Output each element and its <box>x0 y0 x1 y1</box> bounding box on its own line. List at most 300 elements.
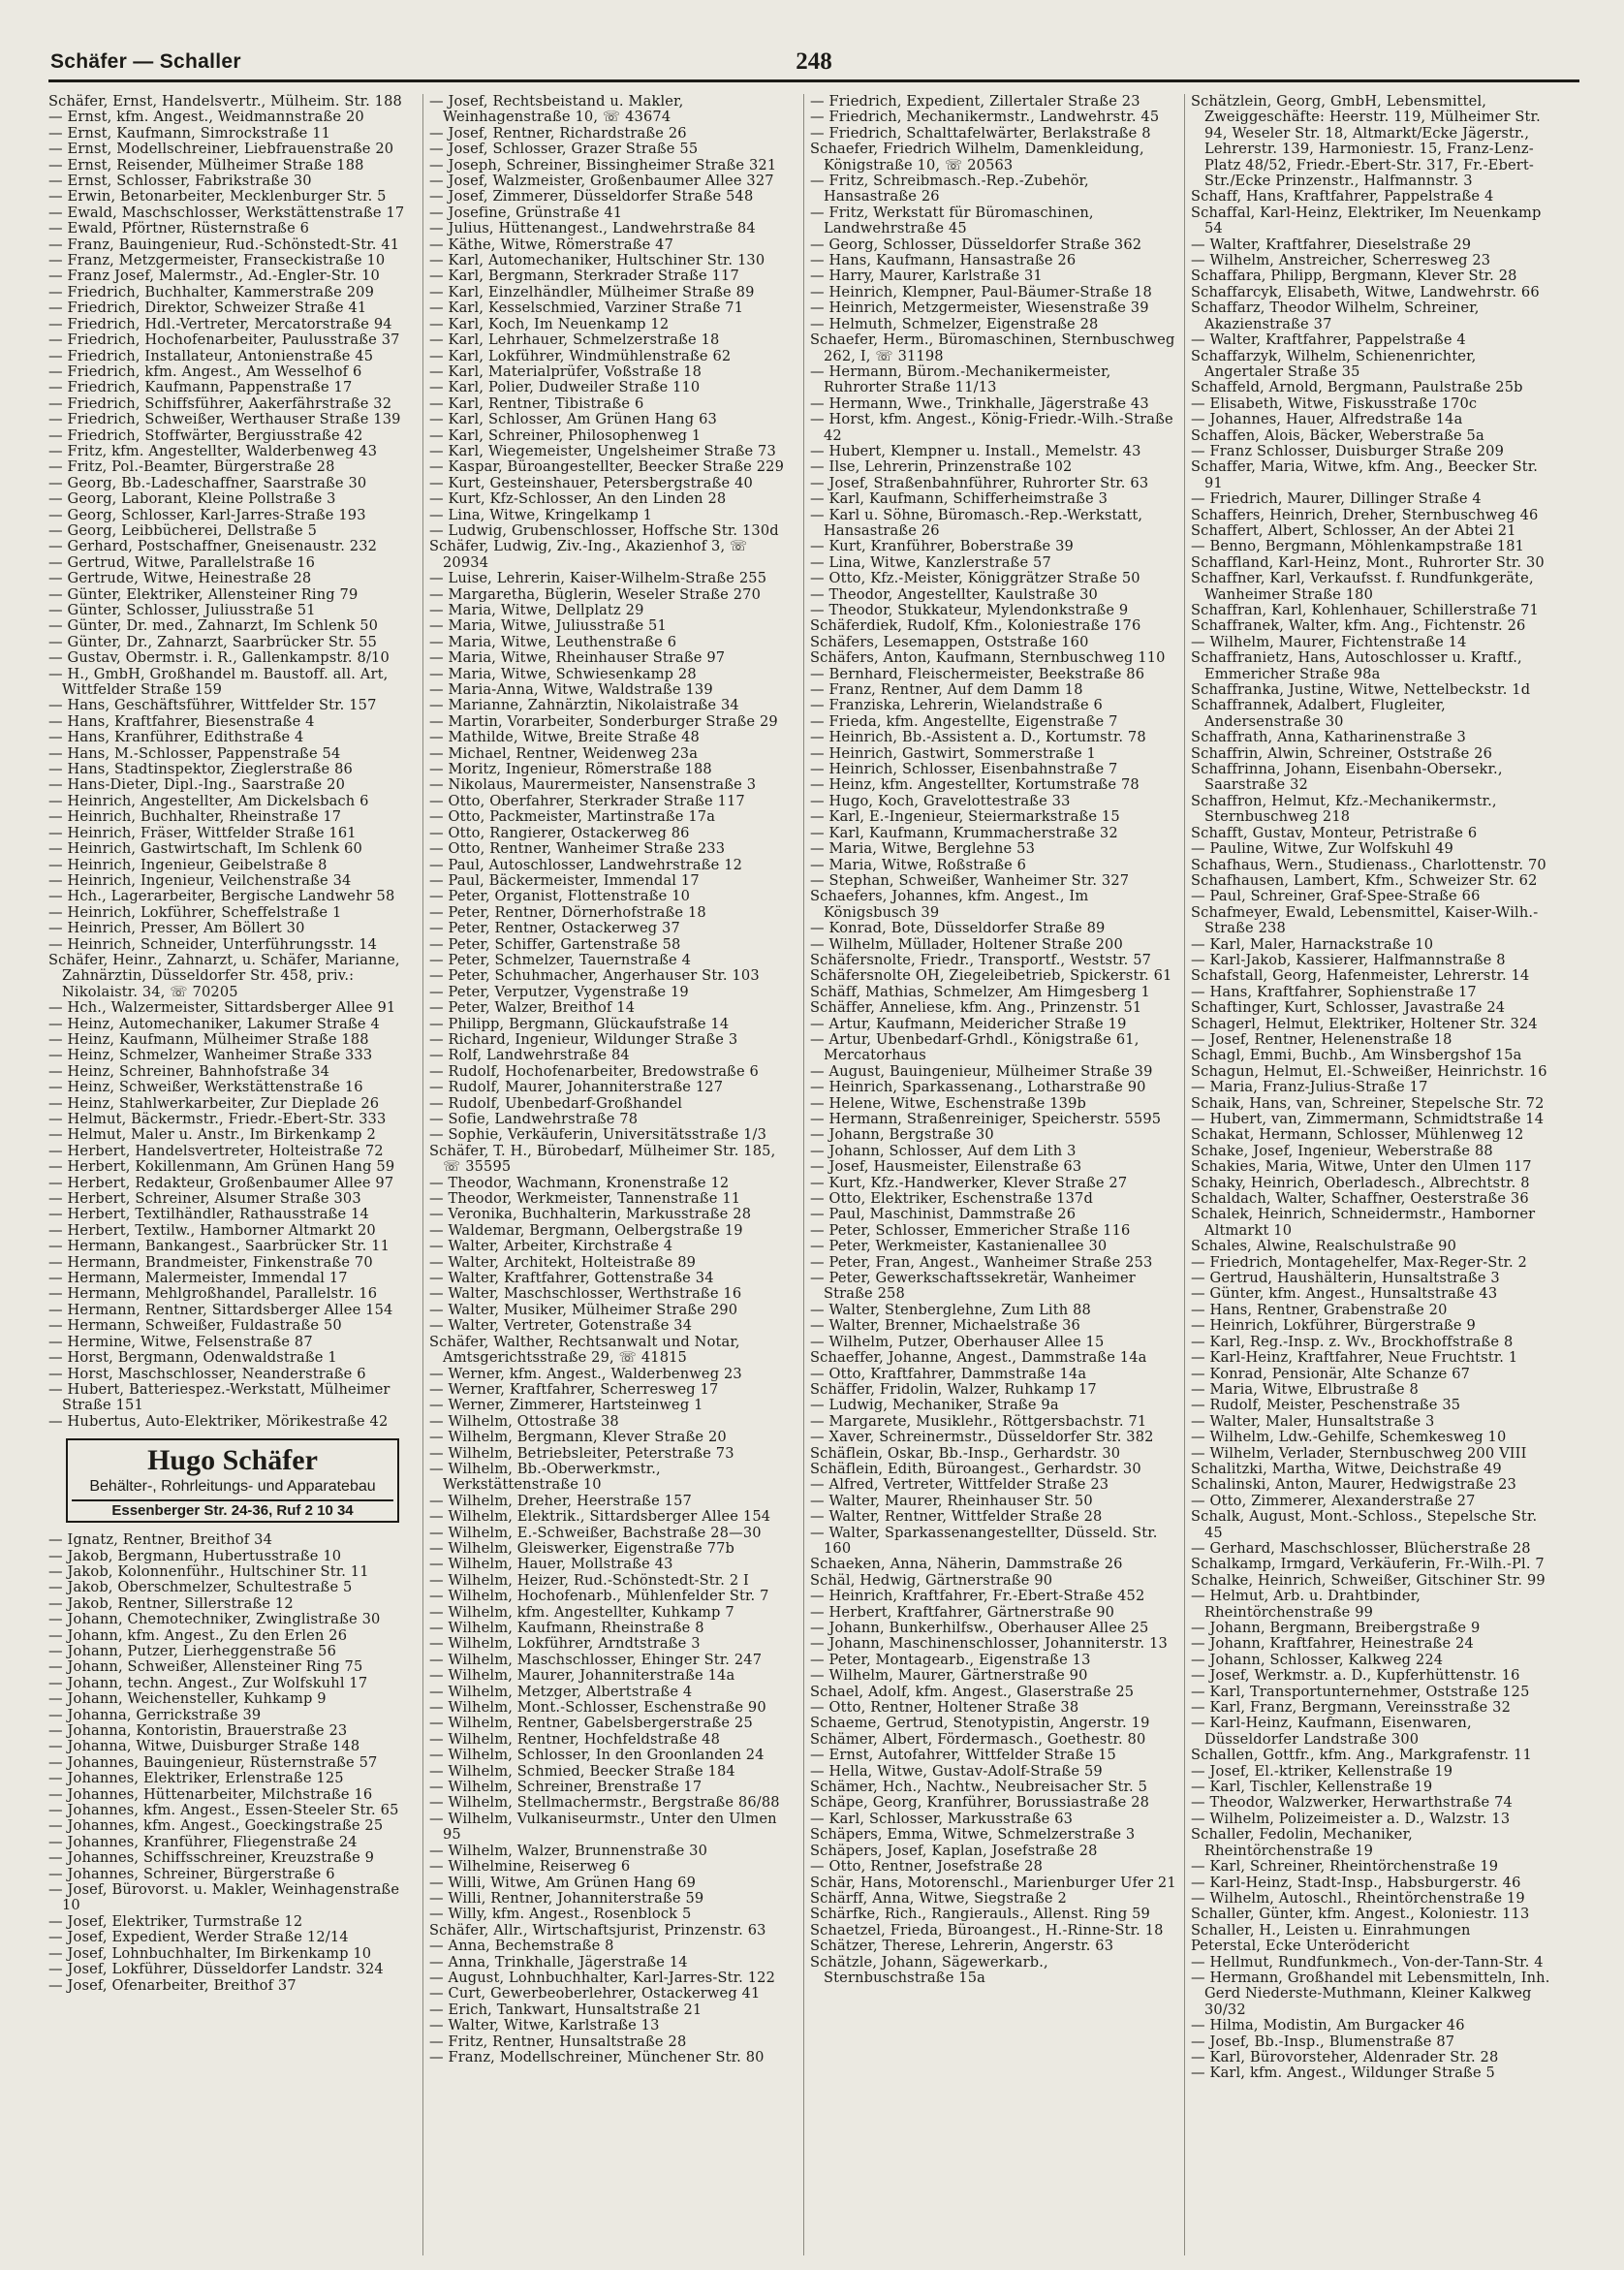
directory-entry: Schafhausen, Lambert, Kfm., Schweizer Str. 62 <box>1191 871 1538 889</box>
directory-entry: — Hans, M.-Schlosser, Pappenstraße 54 <box>48 744 341 762</box>
directory-entry: — Günter, Elektriker, Allensteiner Ring 79 <box>48 585 359 603</box>
directory-entry: Schär, Hans, Motorenschl., Marienburger Ufer 21 <box>810 1874 1176 1891</box>
directory-entry: — Karl-Heinz, Kraftfahrer, Neue Fruchtstr. 1 <box>1191 1349 1518 1367</box>
directory-entry: — Richard, Ingenieur, Wildunger Straße 3 <box>429 1030 738 1048</box>
directory-entry: — Wilhelm, Gleiswerker, Eigenstraße 77b <box>429 1539 734 1557</box>
directory-entry: — Theodor, Stukkateur, Mylendonkstraße 9 <box>810 602 1129 618</box>
directory-entry: — Hans, Geschäftsführer, Wittfelder Str. 157 <box>48 697 377 714</box>
directory-entry: — Johann, Schweißer, Allensteiner Ring 75 <box>48 1658 363 1676</box>
directory-entry: — Theodor, Wachmann, Kronenstraße 12 <box>429 1174 730 1191</box>
directory-entry: — Josef, Expedient, Werder Straße 12/14 <box>48 1929 349 1946</box>
directory-entry: — Horst, Bergmann, Odenwaldstraße 1 <box>48 1349 337 1367</box>
directory-entry: — Kurt, Kfz-Schlosser, An den Linden 28 <box>429 490 727 508</box>
directory-entry: — Wilhelm, Rentner, Gabelsbergerstraße 25 <box>429 1715 753 1732</box>
directory-entry: — Otto, Zimmerer, Alexanderstraße 27 <box>1191 1492 1476 1509</box>
directory-entry: — Johannes, kfm. Angest., Essen-Steeler Str. 65 <box>48 1802 399 1819</box>
directory-entry: — Ernst, Autofahrer, Wittfelder Straße 15 <box>810 1747 1116 1764</box>
directory-entry: — Hermann, Bankangest., Saarbrücker Str. 11 <box>48 1238 390 1255</box>
directory-entry: — Hans-Dieter, Dipl.-Ing., Saarstraße 20 <box>48 776 346 794</box>
directory-entry: — Heinrich, Presser, Am Böllert 30 <box>48 920 305 937</box>
directory-entry: — Karl-Heinz, Stadt-Insp., Habsburgerstr. 46 <box>1191 1874 1521 1891</box>
directory-entry: — Maria, Witwe, Rheinhauser Straße 97 <box>429 649 726 667</box>
directory-entry: — Herbert, Redakteur, Großenbaumer Allee 97 <box>48 1174 394 1191</box>
directory-entry: — Hermann, Malermeister, Immendal 17 <box>48 1270 348 1287</box>
directory-entry: — Helene, Witwe, Eschenstraße 139b <box>810 1094 1086 1112</box>
directory-entry: — Anna, Bechemstraße 8 <box>429 1938 614 1955</box>
directory-entry: — Moritz, Ingenieur, Römerstraße 188 <box>429 761 712 778</box>
directory-entry: — Wilhelm, Autoschl., Rheintörchenstraße 19 <box>1191 1889 1525 1907</box>
directory-entry: — August, Bauingenieur, Mülheimer Straße 39 <box>810 1062 1153 1080</box>
directory-entry: Schärfke, Rich., Rangierauls., Allenst. Ring 59 <box>810 1906 1150 1923</box>
directory-entry: — Friedrich, Expedient, Zillertaler Straße 23 <box>810 94 1140 110</box>
directory-entry: — Wilhelm, Putzer, Oberhauser Allee 15 <box>810 1333 1105 1350</box>
directory-entry: — Ernst, kfm. Angest., Weidmannstraße 20 <box>48 109 364 126</box>
directory-entry: — Heinrich, Klempner, Paul-Bäumer-Straße 18 <box>810 283 1152 300</box>
directory-entry: Schalitzki, Martha, Witwe, Deichstraße 49 <box>1191 1460 1502 1477</box>
directory-entry: Schagun, Helmut, El.-Schweißer, Heinrichstr. 16 <box>1191 1062 1547 1080</box>
directory-entry: — Walter, Maurer, Rheinhauser Str. 50 <box>810 1492 1093 1509</box>
directory-entry: — Herbert, Handelsvertreter, Holteistraße 72 <box>48 1142 384 1159</box>
directory-entry: — Karl, E.-Ingenieur, Steiermarkstraße 15 <box>810 808 1120 826</box>
directory-entry: Schaffen, Alois, Bäcker, Weberstraße 5a <box>1191 426 1484 444</box>
directory-entry: — Karl, Kaufmann, Schifferheimstraße 3 <box>810 490 1109 508</box>
directory-entry: Schäfer, Ludwig, Ziv.-Ing., Akazienhof 3, ☏ 20934 <box>429 538 748 571</box>
directory-entry: — Maria, Witwe, Leuthenstraße 6 <box>429 633 677 650</box>
directory-entry: — Otto, Kfz.-Meister, Königgrätzer Straße 50 <box>810 570 1140 587</box>
directory-entry: — Karl, Einzelhändler, Mülheimer Straße 89 <box>429 283 755 300</box>
directory-entry: — Wilhelm, Kaufmann, Rheinstraße 8 <box>429 1620 704 1636</box>
directory-entry: — Johannes, Bauingenieur, Rüsternstraße 57 <box>48 1753 378 1771</box>
directory-entry: — Heinrich, Gastwirt, Sommerstraße 1 <box>810 744 1096 762</box>
directory-entry: — Wilhelm, Hochofenarb., Mühlenfelder Str. 7 <box>429 1588 769 1605</box>
directory-entry: Schäfersnolte OH, Ziegeleibetrieb, Spickerstr. 61 <box>810 967 1172 985</box>
directory-entry: — Maria-Anna, Witwe, Waldstraße 139 <box>429 681 713 699</box>
directory-entry: — Friedrich, Hochofenarbeiter, Paulusstraße 37 <box>48 331 400 349</box>
directory-entry: — Karl, Kesselschmied, Varziner Straße 71 <box>429 300 744 317</box>
directory-entry: — Johanna, Witwe, Duisburger Straße 148 <box>48 1738 360 1755</box>
directory-entry: — Johannes, Hüttenarbeiter, Milchstraße 16 <box>48 1785 373 1803</box>
directory-entry: — Walter, Stenberglehne, Zum Lith 88 <box>810 1301 1091 1318</box>
directory-entry: — Ernst, Schlosser, Fabrikstraße 30 <box>48 173 312 190</box>
directory-entry: — Walter, Rentner, Wittfelder Straße 28 <box>810 1508 1103 1526</box>
directory-entry: — Paul, Autoschlosser, Landwehrstraße 12 <box>429 856 743 873</box>
directory-entry: Schaffrannek, Adalbert, Flugleiter, Andersenstraße 30 <box>1191 697 1446 730</box>
directory-entry: — Ewald, Pförtner, Rüsternstraße 6 <box>48 220 310 237</box>
directory-entry: — Otto, Elektriker, Eschenstraße 137d <box>810 1190 1093 1208</box>
directory-entry: — Hans, Stadtinspektor, Zieglerstraße 86 <box>48 761 353 778</box>
directory-entry: — Karl, Transportunternehmer, Oststraße 125 <box>1191 1683 1530 1700</box>
directory-entry: — Johann, Bergstraße 30 <box>810 1126 994 1144</box>
directory-entry: — Ilse, Lehrerin, Prinzenstraße 102 <box>810 458 1073 476</box>
directory-entry: Schalkamp, Irmgard, Verkäuferin, Fr.-Wilh.-Pl. 7 <box>1191 1556 1545 1573</box>
directory-entry: — Hermann, Brandmeister, Finkenstraße 70 <box>48 1253 373 1271</box>
directory-entry: — Heinrich, Gastwirtschaft, Im Schlenk 60 <box>48 840 362 858</box>
directory-entry: — Josef, Lohnbuchhalter, Im Birkenkamp 10 <box>48 1944 372 1962</box>
directory-entry: — Walter, Witwe, Karlstraße 13 <box>429 2017 660 2034</box>
directory-entry: — Walter, Brenner, Michaelstraße 36 <box>810 1317 1080 1335</box>
directory-entry: — Friedrich, Buchhalter, Kammerstraße 209 <box>48 283 375 300</box>
directory-entry: — Karl, Schlosser, Markusstraße 63 <box>810 1810 1074 1827</box>
directory-entry: — Heinz, Schweißer, Werkstättenstraße 16 <box>48 1079 363 1096</box>
directory-entry: — Hermann, Schweißer, Fuldastraße 50 <box>48 1317 342 1335</box>
directory-entry: — Wilhelm, Polizeimeister a. D., Walzstr. 13 <box>1191 1810 1511 1827</box>
directory-entry: — Wilhelm, Vulkaniseurmstr., Unter den Ulmen 95 <box>429 1810 777 1844</box>
directory-entry: — Karl, Schreiner, Rheintörchenstraße 19 <box>1191 1858 1499 1876</box>
directory-entry: — Otto, Kraftfahrer, Dammstraße 14a <box>810 1365 1087 1382</box>
directory-entry: Schales, Alwine, Realschulstraße 90 <box>1191 1238 1457 1255</box>
directory-entry: — Bernhard, Fleischermeister, Beekstraße 86 <box>810 665 1145 682</box>
directory-entry: — Sofie, Landwehrstraße 78 <box>429 1111 639 1127</box>
directory-entry: — Heinrich, Bb.-Assistent a. D., Kortumstr. 78 <box>810 729 1146 746</box>
directory-entry: — Gertrude, Witwe, Heinestraße 28 <box>48 570 312 587</box>
directory-entry: — Hubert, Batteriespez.-Werkstatt, Mülheimer Straße 151 <box>48 1380 390 1414</box>
directory-entry: — Kurt, Kfz.-Handwerker, Klever Straße 27 <box>810 1174 1128 1191</box>
directory-entry: — Franz, Metzgermeister, Franseckistraße 10 <box>48 252 386 269</box>
directory-entry: Schaffers, Heinrich, Dreher, Sternbuschweg 46 <box>1191 506 1539 523</box>
directory-entry: — Johann, Schlosser, Auf dem Lith 3 <box>810 1142 1077 1159</box>
directory-entry: — Heinrich, Lokführer, Bürgerstraße 9 <box>1191 1317 1476 1335</box>
directory-entry: — Rudolf, Meister, Peschenstraße 35 <box>1191 1397 1461 1414</box>
directory-entry: — Martin, Vorarbeiter, Sonderburger Straße 29 <box>429 712 778 730</box>
directory-entry: — Erich, Tankwart, Hunsaltstraße 21 <box>429 2001 703 2018</box>
directory-entry: Schaller, H., Leisten u. Einrahmungen <box>1191 1921 1471 1939</box>
directory-entry: — Julius, Hüttenangest., Landwehrstraße 84 <box>429 220 756 237</box>
directory-entry: — Hermann, Mehlgroßhandel, Parallelstr. 16 <box>48 1285 378 1303</box>
directory-entry: — Walter, Vertreter, Gotenstraße 34 <box>429 1317 693 1335</box>
directory-entry: — Heinrich, Schlosser, Eisenbahnstraße 7 <box>810 761 1118 778</box>
directory-entry: Schaffal, Karl-Heinz, Elektriker, Im Neuenkamp 54 <box>1191 204 1542 237</box>
directory-entry: Schäflein, Oskar, Bb.-Insp., Gerhardstr. 30 <box>810 1444 1121 1462</box>
directory-entry: — Johannes, Schiffsschreiner, Kreuzstraße 9 <box>48 1849 375 1867</box>
directory-entry: — Hans, Kraftfahrer, Biesenstraße 4 <box>48 712 315 730</box>
directory-entry: — Anna, Trinkhalle, Jägerstraße 14 <box>429 1953 688 1970</box>
directory-entry: — Ernst, Modellschreiner, Liebfrauenstraße 20 <box>48 141 394 158</box>
directory-entry: Schaefer, Friedrich Wilhelm, Damenkleidung, Königstraße 10, ☏ 20563 <box>810 141 1144 173</box>
directory-entry: — Rudolf, Ubenbedarf-Großhandel <box>429 1094 683 1112</box>
directory-entry: — Philipp, Bergmann, Glückaufstraße 14 <box>429 1015 730 1032</box>
directory-entry: — Wilhelm, Maschschlosser, Ehinger Str. 247 <box>429 1651 763 1668</box>
directory-entry: — Jakob, Kolonnenführ., Hultschiner Str. 11 <box>48 1562 369 1580</box>
directory-entry: — Wilhelm, Maurer, Gärtnerstraße 90 <box>810 1667 1088 1685</box>
directory-entry: — Friedrich, Installateur, Antonienstraße 45 <box>48 347 374 364</box>
directory-entry: — Georg, Schlosser, Düsseldorfer Straße 362 <box>810 236 1142 253</box>
directory-entry: Schämer, Albert, Fördermasch., Goethestr. 80 <box>810 1730 1146 1748</box>
directory-entry: — Johann, techn. Angest., Zur Wolfskuhl 17 <box>48 1674 368 1691</box>
directory-entry: — Günter, kfm. Angest., Hunsaltstraße 43 <box>1191 1285 1498 1303</box>
directory-entry: Schäfersnolte, Friedr., Transportf., Weststr. 57 <box>810 951 1152 968</box>
directory-entry: — Heinrich, Ingenieur, Geibelstraße 8 <box>48 856 328 873</box>
directory-entry: — Ludwig, Mechaniker, Straße 9a <box>810 1397 1059 1414</box>
directory-entry: — Wilhelm, Müllader, Holtener Straße 200 <box>810 935 1123 953</box>
column-rule <box>803 94 804 2255</box>
directory-entry: — Karl, Maler, Harnackstraße 10 <box>1191 935 1434 953</box>
directory-entry: — Gerhard, Maschschlosser, Blücherstraße 28 <box>1191 1539 1531 1557</box>
directory-entry: Schael, Adolf, kfm. Angest., Glaserstraße 25 <box>810 1683 1135 1700</box>
directory-entry: — Heinrich, Lokführer, Scheffelstraße 1 <box>48 903 342 921</box>
directory-entry: — Nikolaus, Maurermeister, Nansenstraße 3 <box>429 776 757 794</box>
directory-entry: — Hubert, Klempner u. Install., Memelstr. 43 <box>810 442 1141 459</box>
directory-entry: — Hermann, Bürom.-Mechanikermeister, Ruhrorter Straße 11/13 <box>810 363 1111 396</box>
directory-entry: — Maria, Witwe, Juliusstraße 51 <box>429 617 667 635</box>
directory-entry: — Veronika, Buchhalterin, Markusstraße 28 <box>429 1206 752 1223</box>
directory-entry: — Fritz, Schreibmasch.-Rep.-Zubehör, Hansastraße 26 <box>810 173 1089 205</box>
directory-entry: — Josef, Ofenarbeiter, Breithof 37 <box>48 1976 297 1994</box>
directory-entry: — Peter, Schlosser, Emmericher Straße 116 <box>810 1221 1131 1239</box>
directory-entry: — Johannes, Schreiner, Bürgerstraße 6 <box>48 1865 335 1882</box>
directory-entry: Schaff, Hans, Kraftfahrer, Pappelstraße 4 <box>1191 188 1494 205</box>
directory-entry: — Josef, Walzmeister, Großenbaumer Allee 327 <box>429 173 774 190</box>
directory-entry: — Heinrich, Fräser, Wittfelder Straße 161 <box>48 824 357 841</box>
directory-entry: — Franz, Rentner, Auf dem Damm 18 <box>810 681 1083 699</box>
directory-entry: — Hella, Witwe, Gustav-Adolf-Straße 59 <box>810 1762 1103 1780</box>
directory-entry: — Johann, Putzer, Lierheggenstraße 56 <box>48 1642 337 1659</box>
directory-entry: Schafft, Gustav, Monteur, Petristraße 6 <box>1191 824 1478 841</box>
directory-entry: Schagerl, Helmut, Elektriker, Holtener Str. 324 <box>1191 1015 1538 1032</box>
directory-entry: — Joseph, Schreiner, Bissingheimer Straße 321 <box>429 156 777 173</box>
directory-entry: — Ernst, Kaufmann, Simrockstraße 11 <box>48 124 331 142</box>
directory-entry: — Hermann, Wwe., Trinkhalle, Jägerstraße 43 <box>810 394 1149 412</box>
directory-entry: — Karl u. Söhne, Büromasch.-Rep.-Werkstatt, Hansastraße 26 <box>810 506 1143 539</box>
directory-entry: — Josef, Bb.-Insp., Blumenstraße 87 <box>1191 2033 1455 2050</box>
directory-entry: — Wilhelm, Schlosser, In den Groonlanden 24 <box>429 1747 765 1764</box>
directory-entry: Schaffara, Philipp, Bergmann, Klever Str. 28 <box>1191 268 1517 285</box>
directory-entry: — Waldemar, Bergmann, Oelbergstraße 19 <box>429 1221 743 1239</box>
directory-entry: Schalinski, Anton, Maurer, Hedwigstraße 23 <box>1191 1476 1516 1494</box>
directory-entry: — Franz Josef, Malermstr., Ad.-Engler-Str. 10 <box>48 268 380 285</box>
ad-description: Behälter-, Rohrleitungs- und Apparatebau <box>89 1478 376 1496</box>
directory-entry: — Günter, Schlosser, Juliusstraße 51 <box>48 602 316 618</box>
directory-entry: — Käthe, Witwe, Römerstraße 47 <box>429 236 674 253</box>
directory-entry: — Maria, Witwe, Elbrustraße 8 <box>1191 1380 1419 1398</box>
directory-entry: — Curt, Gewerbeoberlehrer, Ostackerweg 41 <box>429 1985 761 2002</box>
directory-entry: — Friedrich, Maurer, Dillinger Straße 4 <box>1191 490 1482 508</box>
directory-entry: — Peter, Schmelzer, Tauernstraße 4 <box>429 951 692 968</box>
directory-entry: — Hans, Kranführer, Edithstraße 4 <box>48 729 304 746</box>
directory-entry: — Karl-Heinz, Kaufmann, Eisenwaren, Düsseldorfer Landstraße 300 <box>1191 1715 1472 1748</box>
directory-entry: — Jakob, Oberschmelzer, Schultestraße 5 <box>48 1579 353 1596</box>
directory-entry: — Johanna, Kontoristin, Brauerstraße 23 <box>48 1722 348 1739</box>
directory-entry: — Karl, Koch, Im Neuenkamp 12 <box>429 315 670 332</box>
directory-entry: Schafmeyer, Ewald, Lebensmittel, Kaiser-Wilh.-Straße 238 <box>1191 903 1539 937</box>
directory-entry: — Franz, Modellschreiner, Münchener Str. 80 <box>429 2048 765 2065</box>
directory-entry: — Friedrich, kfm. Angest., Am Wesselhof 6 <box>48 363 362 380</box>
directory-entry: — Hubert, van, Zimmermann, Schmidtstraße 14 <box>1191 1111 1545 1127</box>
directory-entry: — Alfred, Vertreter, Wittfelder Straße 23 <box>810 1476 1109 1494</box>
directory-entry: — Herbert, Textilhändler, Rathausstraße 14 <box>48 1206 369 1223</box>
directory-entry: — Otto, Rangierer, Ostackerweg 86 <box>429 824 690 841</box>
directory-entry: — Ernst, Reisender, Mülheimer Straße 188 <box>48 156 364 173</box>
directory-entry: — Herbert, Kraftfahrer, Gärtnerstraße 90 <box>810 1603 1115 1621</box>
directory-entry: Schaffrinna, Johann, Eisenbahn-Obersekr., Saarstraße 32 <box>1191 761 1503 794</box>
directory-entry: — Friedrich, Schweißer, Werthauser Straße 139 <box>48 411 401 428</box>
directory-entry: — Hermann, Straßenreiniger, Speicherstr. 5595 <box>810 1111 1162 1127</box>
directory-entry: — Hellmut, Rundfunkmech., Von-der-Tann-Str. 4 <box>1191 1953 1544 1970</box>
directory-entry: Schaeken, Anna, Näherin, Dammstraße 26 <box>810 1556 1123 1573</box>
directory-entry: — Herbert, Schreiner, Alsumer Straße 303 <box>48 1190 361 1208</box>
directory-entry: — Josef, Schlosser, Grazer Straße 55 <box>429 141 699 158</box>
directory-entry: — Friedrich, Schalttafelwärter, Berlakstraße 8 <box>810 124 1151 142</box>
directory-entry: — Franz, Bauingenieur, Rud.-Schönstedt-Str. 41 <box>48 236 400 253</box>
directory-entry: — Willi, Witwe, Am Grünen Hang 69 <box>429 1874 697 1891</box>
column-1 <box>48 94 417 2255</box>
column-rule <box>422 94 423 2255</box>
directory-entry: Schallen, Gottfr., kfm. Ang., Markgrafenstr. 11 <box>1191 1747 1532 1764</box>
directory-entry: — Helmuth, Schmelzer, Eigenstraße 28 <box>810 315 1099 332</box>
directory-entry: — Karl, Schreiner, Philosophenweg 1 <box>429 426 702 444</box>
directory-entry: — Peter, Fran, Angest., Wanheimer Straße 253 <box>810 1253 1153 1271</box>
directory-entry: — Hans, Kraftfahrer, Sophienstraße 17 <box>1191 983 1477 1000</box>
directory-entry: Schäfer, Walther, Rechtsanwalt und Notar, Amtsgerichtsstraße 29, ☏ 41815 <box>429 1333 740 1367</box>
directory-entry: — Heinrich, Sparkassenang., Lotharstraße 90 <box>810 1079 1146 1096</box>
directory-entry: — Walter, Arbeiter, Kirchstraße 4 <box>429 1238 673 1255</box>
directory-entry: — Wilhelm, kfm. Angestellter, Kuhkamp 7 <box>429 1603 734 1621</box>
directory-entry: — Luise, Lehrerin, Kaiser-Wilhelm-Straße 255 <box>429 570 767 587</box>
directory-entry: — Rolf, Landwehrstraße 84 <box>429 1047 630 1064</box>
directory-entry: Schäpe, Georg, Kranführer, Borussiastraße 28 <box>810 1794 1150 1812</box>
directory-entry: — Karl, Lokführer, Windmühlenstraße 62 <box>429 347 732 364</box>
directory-entry: — Josef, El.-ktriker, Kellenstraße 19 <box>1191 1762 1453 1780</box>
directory-entry: — Walter, Kraftfahrer, Gottenstraße 34 <box>429 1270 714 1287</box>
directory-entry: — Johann, Bunkerhilfsw., Oberhauser Allee 25 <box>810 1620 1149 1636</box>
directory-entry: — Friedrich, Montagehelfer, Max-Reger-Str. 2 <box>1191 1253 1527 1271</box>
directory-entry: — Karl, Reg.-Insp. z. Wv., Brockhoffstraße 8 <box>1191 1333 1514 1350</box>
directory-entry: — Peter, Verputzer, Vygenstraße 19 <box>429 983 689 1000</box>
directory-entry: — Wilhelm, Bergmann, Klever Straße 20 <box>429 1429 727 1446</box>
directory-entry: Schaik, Hans, van, Schreiner, Stepelsche Str. 72 <box>1191 1094 1545 1112</box>
directory-entry: — Friedrich, Stoffwärter, Bergiusstraße 42 <box>48 426 363 444</box>
directory-entry: Schämer, Hch., Nachtw., Neubreisacher Str. 5 <box>810 1779 1148 1796</box>
directory-entry: — Jakob, Rentner, Sillerstraße 12 <box>48 1594 294 1612</box>
directory-entry: — Karl, Rentner, Tibistraße 6 <box>429 394 644 412</box>
directory-entry: Schalke, Heinrich, Schweißer, Gitschiner Str. 99 <box>1191 1571 1546 1589</box>
directory-entry: — Fritz, Werkstatt für Büromaschinen, Landwehrstraße 45 <box>810 204 1094 237</box>
directory-entry: — Josef, Rechtsbeistand u. Makler, Weinhagenstraße 10, ☏ 43674 <box>429 94 684 126</box>
directory-entry: — Josef, Elektriker, Turmstraße 12 <box>48 1912 303 1930</box>
directory-entry: — Johann, kfm. Angest., Zu den Erlen 26 <box>48 1626 348 1644</box>
directory-entry: — Gustav, Obermstr. i. R., Gallenkampstr. 8/10 <box>48 649 390 667</box>
directory-entry: — Helmut, Maler u. Anstr., Im Birkenkamp 2 <box>48 1126 376 1144</box>
directory-entry: — Friedrich, Kaufmann, Pappenstraße 17 <box>48 379 353 396</box>
directory-entry: — Karl, Polier, Dudweiler Straße 110 <box>429 379 701 396</box>
directory-entry: Schaffranka, Justine, Witwe, Nettelbeckstr. 1d <box>1191 681 1531 699</box>
directory-entry: — Peter, Schiffer, Gartenstraße 58 <box>429 935 681 953</box>
directory-entry: — Frieda, kfm. Angestellte, Eigenstraße 7 <box>810 712 1118 730</box>
directory-entry: Schäfer, Heinr., Zahnarzt, u. Schäfer, Marianne, Zahnärztin, Düsseldorfer Str. 458, priv.: Nikolaistr. 34, ☏ 70205 <box>48 951 400 1000</box>
directory-entry: Schäfer, Ernst, Handelsvertr., Mülheim. Str. 188 <box>48 94 402 110</box>
directory-entry: — Herbert, Kokillenmann, Am Grünen Hang 59 <box>48 1158 395 1176</box>
directory-entry: Schaller, Günter, kfm. Angest., Koloniestr. 113 <box>1191 1906 1530 1923</box>
directory-entry: Schaldach, Walter, Schaffner, Oesterstraße 36 <box>1191 1190 1529 1208</box>
directory-entry: — Helmut, Arb. u. Drahtbinder, Rheintörchenstraße 99 <box>1191 1588 1421 1621</box>
directory-entry: — Franziska, Lehrerin, Wielandstraße 6 <box>810 697 1103 714</box>
directory-entry: — Hubertus, Auto-Elektriker, Mörikestraße 42 <box>48 1412 389 1430</box>
directory-entry: Schaller, Fedolin, Mechaniker, Rheintörchenstraße 19 <box>1191 1826 1413 1859</box>
directory-entry: — Josef, Rentner, Helenenstraße 18 <box>1191 1030 1452 1048</box>
directory-entry: — Johann, Schlosser, Kalkweg 224 <box>1191 1651 1444 1668</box>
directory-entry: — Friedrich, Hdl.-Vertreter, Mercatorstraße 94 <box>48 315 392 332</box>
directory-entry: Schäpers, Josef, Kaplan, Josefstraße 28 <box>810 1842 1098 1859</box>
directory-entry: — Wilhelm, Lokführer, Arndtstraße 3 <box>429 1635 701 1653</box>
directory-entry: — Karl, Franz, Bergmann, Vereinsstraße 32 <box>1191 1699 1511 1717</box>
directory-entry: — Peter, Walzer, Breithof 14 <box>429 999 636 1017</box>
directory-entry: — Hans, Kaufmann, Hansastraße 26 <box>810 252 1077 269</box>
directory-entry: — Werner, Kraftfahrer, Scherresweg 17 <box>429 1380 719 1398</box>
directory-entry: — Fritz, Rentner, Hunsaltstraße 28 <box>429 2033 687 2050</box>
directory-entry: Schaffranietz, Hans, Autoschlosser u. Kraftf., Emmericher Straße 98a <box>1191 649 1522 682</box>
directory-entry: Schaky, Heinrich, Oberladesch., Albrechtstr. 8 <box>1191 1174 1530 1191</box>
directory-entry: — Lina, Witwe, Kringelkamp 1 <box>429 506 653 523</box>
directory-entry: Schätzlein, Georg, GmbH, Lebensmittel, Zweiggeschäfte: Heerstr. 119, Mülheimer Str. 94, Weseler Str. 18, Altmarkt/Ecke Jägerstr., Lehrerstr. 139, Harmoniestr. 15, Franz-Lenz-Platz 48/52, Friedr.-Ebert-Str. 317, Fr.-Ebert-Str./Ecke Prinzenstr., Halfmannstr. 3 <box>1191 94 1541 190</box>
directory-entry: — Karl, Tischler, Kellenstraße 19 <box>1191 1779 1433 1796</box>
directory-entry: — Karl, Schlosser, Am Grünen Hang 63 <box>429 411 717 428</box>
directory-entry: — Karl, Materialprüfer, Voßstraße 18 <box>429 363 703 380</box>
column-2 <box>429 94 797 2255</box>
directory-entry: — Peter, Organist, Flottenstraße 10 <box>429 888 691 905</box>
directory-entry: — Hch., Lagerarbeiter, Bergische Landwehr 58 <box>48 888 395 905</box>
directory-entry: — Wilhelm, Elektrik., Sittardsberger Allee 154 <box>429 1508 771 1526</box>
directory-entry: Schäpers, Emma, Witwe, Schmelzerstraße 3 <box>810 1826 1136 1844</box>
directory-entry: — Peter, Schuhmacher, Angerhauser Str. 103 <box>429 967 760 985</box>
directory-entry: — Maria, Franz-Julius-Straße 17 <box>1191 1079 1428 1096</box>
directory-entry: — Heinrich, Schneider, Unterführungsstr. 14 <box>48 935 378 953</box>
directory-entry: — Margaretha, Büglerin, Weseler Straße 270 <box>429 585 762 603</box>
directory-entry: Schäffer, Anneliese, kfm. Ang., Prinzenstr. 51 <box>810 999 1142 1017</box>
directory-entry: Schakat, Hermann, Schlosser, Mühlenweg 12 <box>1191 1126 1524 1144</box>
directory-entry: — Johann, Kraftfahrer, Heinestraße 24 <box>1191 1635 1474 1653</box>
directory-entry: — Walter, Kraftfahrer, Dieselstraße 29 <box>1191 236 1472 253</box>
directory-entry: — Xaver, Schreinermstr., Düsseldorfer Str. 382 <box>810 1429 1154 1446</box>
directory-entry: — Johannes, kfm. Angest., Goeckingstraße 25 <box>48 1817 384 1835</box>
directory-entry: — Karl, Bergmann, Sterkrader Straße 117 <box>429 268 739 285</box>
directory-entry: Schaffarz, Theodor Wilhelm, Schreiner, Akazienstraße 37 <box>1191 300 1480 332</box>
directory-entry: Schäff, Mathias, Schmelzer, Am Himgesberg 1 <box>810 983 1150 1000</box>
directory-entry: — Kurt, Gesteinshauer, Petersbergstraße 40 <box>429 474 753 491</box>
directory-entry: — Johann, Maschinenschlosser, Johanniterstr. 13 <box>810 1635 1168 1653</box>
directory-entry: Schaefer, Herm., Büromaschinen, Sternbuschweg 262, I, ☏ 31198 <box>810 331 1175 364</box>
directory-entry: Schäfers, Lesemappen, Oststraße 160 <box>810 633 1089 650</box>
directory-entry: — Gertrud, Haushälterin, Hunsaltstraße 3 <box>1191 1270 1500 1287</box>
directory-entry: — Werner, Zimmerer, Hartsteinweg 1 <box>429 1397 703 1414</box>
directory-entry: — Wilhelm, Dreher, Heerstraße 157 <box>429 1492 692 1509</box>
directory-entry: — Wilhelm, Hauer, Mollstraße 43 <box>429 1556 673 1573</box>
directory-entry: — Johann, Chemotechniker, Zwinglistraße 30 <box>48 1611 381 1628</box>
directory-entry: Schaffert, Albert, Schlosser, An der Abtei 21 <box>1191 521 1516 539</box>
directory-entry: — Mathilde, Witwe, Breite Straße 48 <box>429 729 700 746</box>
column-3 <box>810 94 1178 2255</box>
directory-entry: — Maria, Witwe, Roßstraße 6 <box>810 856 1027 873</box>
directory-entry: — Wilhelm, Walzer, Brunnenstraße 30 <box>429 1842 708 1859</box>
directory-entry: — Kaspar, Büroangestellter, Beecker Straße 229 <box>429 458 785 476</box>
directory-entry: — Horst, kfm. Angest., König-Friedr.-Wilh.-Straße 42 <box>810 411 1173 444</box>
directory-entry: — Heinz, kfm. Angestellter, Kortumstraße 78 <box>810 776 1140 794</box>
directory-entry: — Heinz, Schmelzer, Wanheimer Straße 333 <box>48 1047 373 1064</box>
directory-entry: — Theodor, Walzwerker, Herwarthstraße 74 <box>1191 1794 1513 1812</box>
directory-entry: — Maria, Witwe, Dellplatz 29 <box>429 602 644 618</box>
directory-entry: — H., GmbH, Großhandel m. Baustoff. all. Art, Wittfelder Straße 159 <box>48 665 389 699</box>
directory-entry: — Wilhelm, Schreiner, Brenstraße 17 <box>429 1779 703 1796</box>
directory-entry: Schaffer, Maria, Witwe, kfm. Ang., Beecker Str. 91 <box>1191 458 1539 491</box>
directory-entry: — Johanna, Gerrickstraße 39 <box>48 1706 262 1723</box>
directory-entry: — Heinz, Kaufmann, Mülheimer Straße 188 <box>48 1030 369 1048</box>
directory-entry: — Josef, Bürovorst. u. Makler, Weinhagenstraße 10 <box>48 1881 400 1914</box>
directory-entry: — Ignatz, Rentner, Breithof 34 <box>48 1531 273 1549</box>
column-4 <box>1191 94 1559 2255</box>
directory-entry: — Hermann, Großhandel mit Lebensmitteln, Inh. Gerd Niederste-Muthmann, Kleiner Kalkweg 30/32 <box>1191 1969 1550 2018</box>
column-1-entries <box>48 94 417 1430</box>
directory-entry: Schäfer, T. H., Bürobedarf, Mülheimer Str. 185, ☏ 35595 <box>429 1142 776 1176</box>
directory-entry: Schagl, Emmi, Buchb., Am Winsbergshof 15a <box>1191 1047 1522 1064</box>
directory-entry: — Hermine, Witwe, Felsenstraße 87 <box>48 1333 313 1350</box>
